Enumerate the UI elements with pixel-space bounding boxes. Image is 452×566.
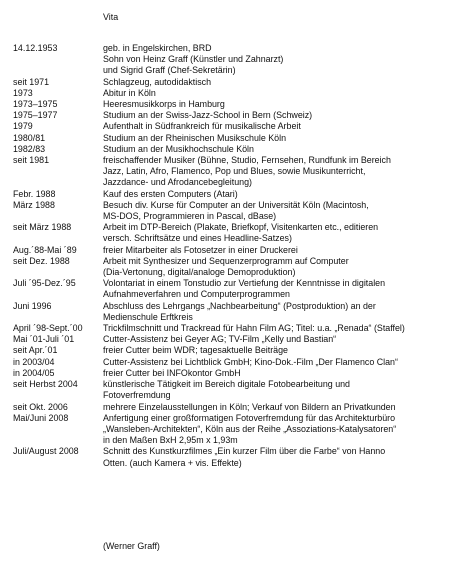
entry-description [103, 110, 449, 121]
entry-description [103, 200, 449, 222]
entry-line: freier Cutter beim WDR; tagesaktuelle Beiträge [103, 345, 288, 356]
entry-date: 1982/83 [13, 143, 46, 154]
entry-line: Cutter-Assistenz bei Geyer AG; TV-Film „Kelly und Bastian“ [103, 334, 337, 345]
cv-entry [13, 133, 449, 144]
entry-line: künstlerische Tätigkeit im Bereich digitale Fotobearbeitung und [103, 379, 350, 390]
entry-description [103, 446, 449, 468]
entry-line: versch. Schriftsätze und eines Headline-Satzes) [103, 233, 292, 244]
cv-entry [13, 402, 449, 413]
entry-date: 1973–1975 [13, 99, 58, 110]
cv-entry [13, 446, 449, 468]
cv-entries [13, 43, 449, 469]
cv-entry [13, 189, 449, 200]
entry-line: Jazzdance- und Afrodancebegleitung) [103, 177, 253, 188]
entry-date: 1973 [13, 87, 33, 98]
entry-date: Juli/August 2008 [13, 446, 79, 457]
entry-line: mehrere Einzelausstellungen in Köln; Verkauf von Bildern an Privatkunden [103, 401, 396, 412]
entry-line: MS-DOS, Programmieren in Pascal, dBase) [103, 211, 277, 222]
entry-date: seit Apr.´01 [13, 345, 58, 356]
document-title: Vita [103, 12, 119, 22]
cv-entry [13, 301, 449, 323]
entry-line: Sohn von Heinz Graff (Künstler und Zahnarzt) [103, 54, 284, 65]
entry-description [103, 77, 449, 88]
entry-description [103, 189, 449, 200]
entry-line: Cutter-Assistenz bei Lichtblick GmbH; Kino-Dok.-Film „Der Flamenco Clan“ [103, 356, 398, 367]
entry-line: Abschluss des Lehrgangs „Nachbearbeitung“ (Postproduktion) an der [103, 300, 376, 311]
entry-description [103, 245, 449, 256]
entry-line: „Wansleben-Architekten“, Köln aus der Reihe „Assoziations-Katalysatoren“ [103, 423, 397, 434]
entry-line: freischaffender Musiker (Bühne, Studio, Fernsehen, Rundfunk im Bereich [103, 155, 391, 166]
cv-entry [13, 413, 449, 447]
cv-entry [13, 245, 449, 256]
entry-line: Trickfilmschnitt und Trackread für Hahn Film AG; Titel: u.a. „Renada“ (Staffel) [103, 323, 405, 334]
entry-date: 1975–1977 [13, 110, 58, 121]
entry-line: Abitur in Köln [103, 87, 156, 98]
entry-line: Heeresmusikkorps in Hamburg [103, 99, 225, 110]
entry-date: in 2004/05 [13, 367, 55, 378]
cv-entry [13, 222, 449, 244]
entry-date: seit 1971 [13, 76, 50, 87]
entry-description [103, 222, 449, 244]
cv-entry [13, 110, 449, 121]
cv-entry [13, 99, 449, 110]
entry-date: Mai ´01-Juli ´01 [13, 334, 75, 345]
entry-line: Fotoverfremdung [103, 390, 171, 401]
entry-date: Aug.´88-Mai ´89 [13, 244, 77, 255]
entry-line: Schnitt des Kunstkurzfilmes „Ein kurzer Film über die Farbe“ von Hanno [103, 446, 386, 457]
entry-date: 1980/81 [13, 132, 46, 143]
cv-entry [13, 144, 449, 155]
entry-description [103, 278, 449, 300]
entry-line: Arbeit mit Synthesizer und Sequenzerprogramm auf Computer [103, 255, 349, 266]
cv-entry [13, 323, 449, 334]
entry-description [103, 301, 449, 323]
entry-description [103, 256, 449, 278]
entry-date: 1979 [13, 121, 33, 132]
entry-date: seit März 1988 [13, 222, 72, 233]
cv-entry [13, 278, 449, 300]
cv-entry [13, 121, 449, 132]
entry-description [103, 323, 449, 334]
cv-entry [13, 155, 449, 189]
entry-description [103, 345, 449, 356]
entry-description [103, 379, 449, 401]
entry-description [103, 43, 449, 77]
entry-description [103, 99, 449, 110]
entry-line: Medienschule Erftkreis [103, 311, 193, 322]
cv-entry [13, 88, 449, 99]
entry-line: Studium an der Rheinischen Musikschule Köln [103, 132, 287, 143]
entry-date: Febr. 1988 [13, 188, 56, 199]
cv-entry [13, 357, 449, 368]
cv-entry [13, 256, 449, 278]
entry-date: seit Okt. 2006 [13, 401, 68, 412]
entry-date: Juli ´95-Dez.´95 [13, 278, 76, 289]
entry-line: Studium an der Swiss-Jazz-School in Bern (Schweiz) [103, 110, 313, 121]
entry-date: seit Herbst 2004 [13, 379, 78, 390]
cv-entry [13, 77, 449, 88]
entry-date: Juni 1996 [13, 300, 52, 311]
entry-line: Jazz, Latin, Afro, Flamenco, Pop und Blues, sowie Musikunterricht, [103, 166, 366, 177]
entry-date: seit 1981 [13, 155, 50, 166]
entry-line: Besuch div. Kurse für Computer an der Universität Köln (Macintosh, [103, 199, 369, 210]
entry-description [103, 88, 449, 99]
entry-description [103, 133, 449, 144]
signature: (Werner Graff) [103, 541, 160, 551]
entry-description [103, 334, 449, 345]
entry-line: freier Cutter bei INFOkontor GmbH [103, 367, 241, 378]
entry-line: in den Maßen BxH 2,95m x 1,93m [103, 435, 238, 446]
entry-description [103, 121, 449, 132]
cv-entry [13, 43, 449, 77]
entry-line: freier Mitarbeiter als Fotosetzer in einer Druckerei [103, 244, 298, 255]
entry-line: Aufnahmeverfahren und Computerprogrammen [103, 289, 290, 300]
entry-line: Anfertigung einer großformatigen Fotoverfremdung für das Architekturbüro [103, 412, 396, 423]
entry-line: Schlagzeug, autodidaktisch [103, 76, 212, 87]
entry-date: Mai/Juni 2008 [13, 412, 69, 423]
entry-line: Otten. (auch Kamera + vis. Effekte) [103, 457, 242, 468]
cv-entry [13, 368, 449, 379]
entry-line: geb. in Engelskirchen, BRD [103, 43, 212, 53]
entry-date: April ´98-Sept.´00 [13, 323, 83, 334]
cv-entry [13, 379, 449, 401]
entry-line: Kauf des ersten Computers (Atari) [103, 188, 238, 199]
cv-entry [13, 345, 449, 356]
entry-line: Aufenthalt in Südfrankreich für musikalische Arbeit [103, 121, 301, 132]
entry-description [103, 144, 449, 155]
entry-description [103, 155, 449, 189]
entry-description [103, 368, 449, 379]
entry-description [103, 357, 449, 368]
entry-date: 14.12.1953 [13, 43, 58, 53]
entry-description [103, 413, 449, 447]
entry-line: Studium an der Musikhochschule Köln [103, 143, 254, 154]
entry-line: Volontariat in einem Tonstudio zur Vertiefung der Kenntnisse in digitalen [103, 278, 386, 289]
entry-date: März 1988 [13, 199, 55, 210]
entry-line: (Dia-Vertonung, digital/analoge Demoproduktion) [103, 267, 296, 278]
entry-date: seit Dez. 1988 [13, 255, 70, 266]
entry-date: in 2003/04 [13, 356, 55, 367]
entry-line: und Sigrid Graff (Chef-Sekretärin) [103, 65, 236, 76]
cv-entry [13, 334, 449, 345]
entry-line: Arbeit im DTP-Bereich (Plakate, Briefkopf, Visitenkarten etc., editieren [103, 222, 379, 233]
cv-entry [13, 200, 449, 222]
entry-description [103, 402, 449, 413]
